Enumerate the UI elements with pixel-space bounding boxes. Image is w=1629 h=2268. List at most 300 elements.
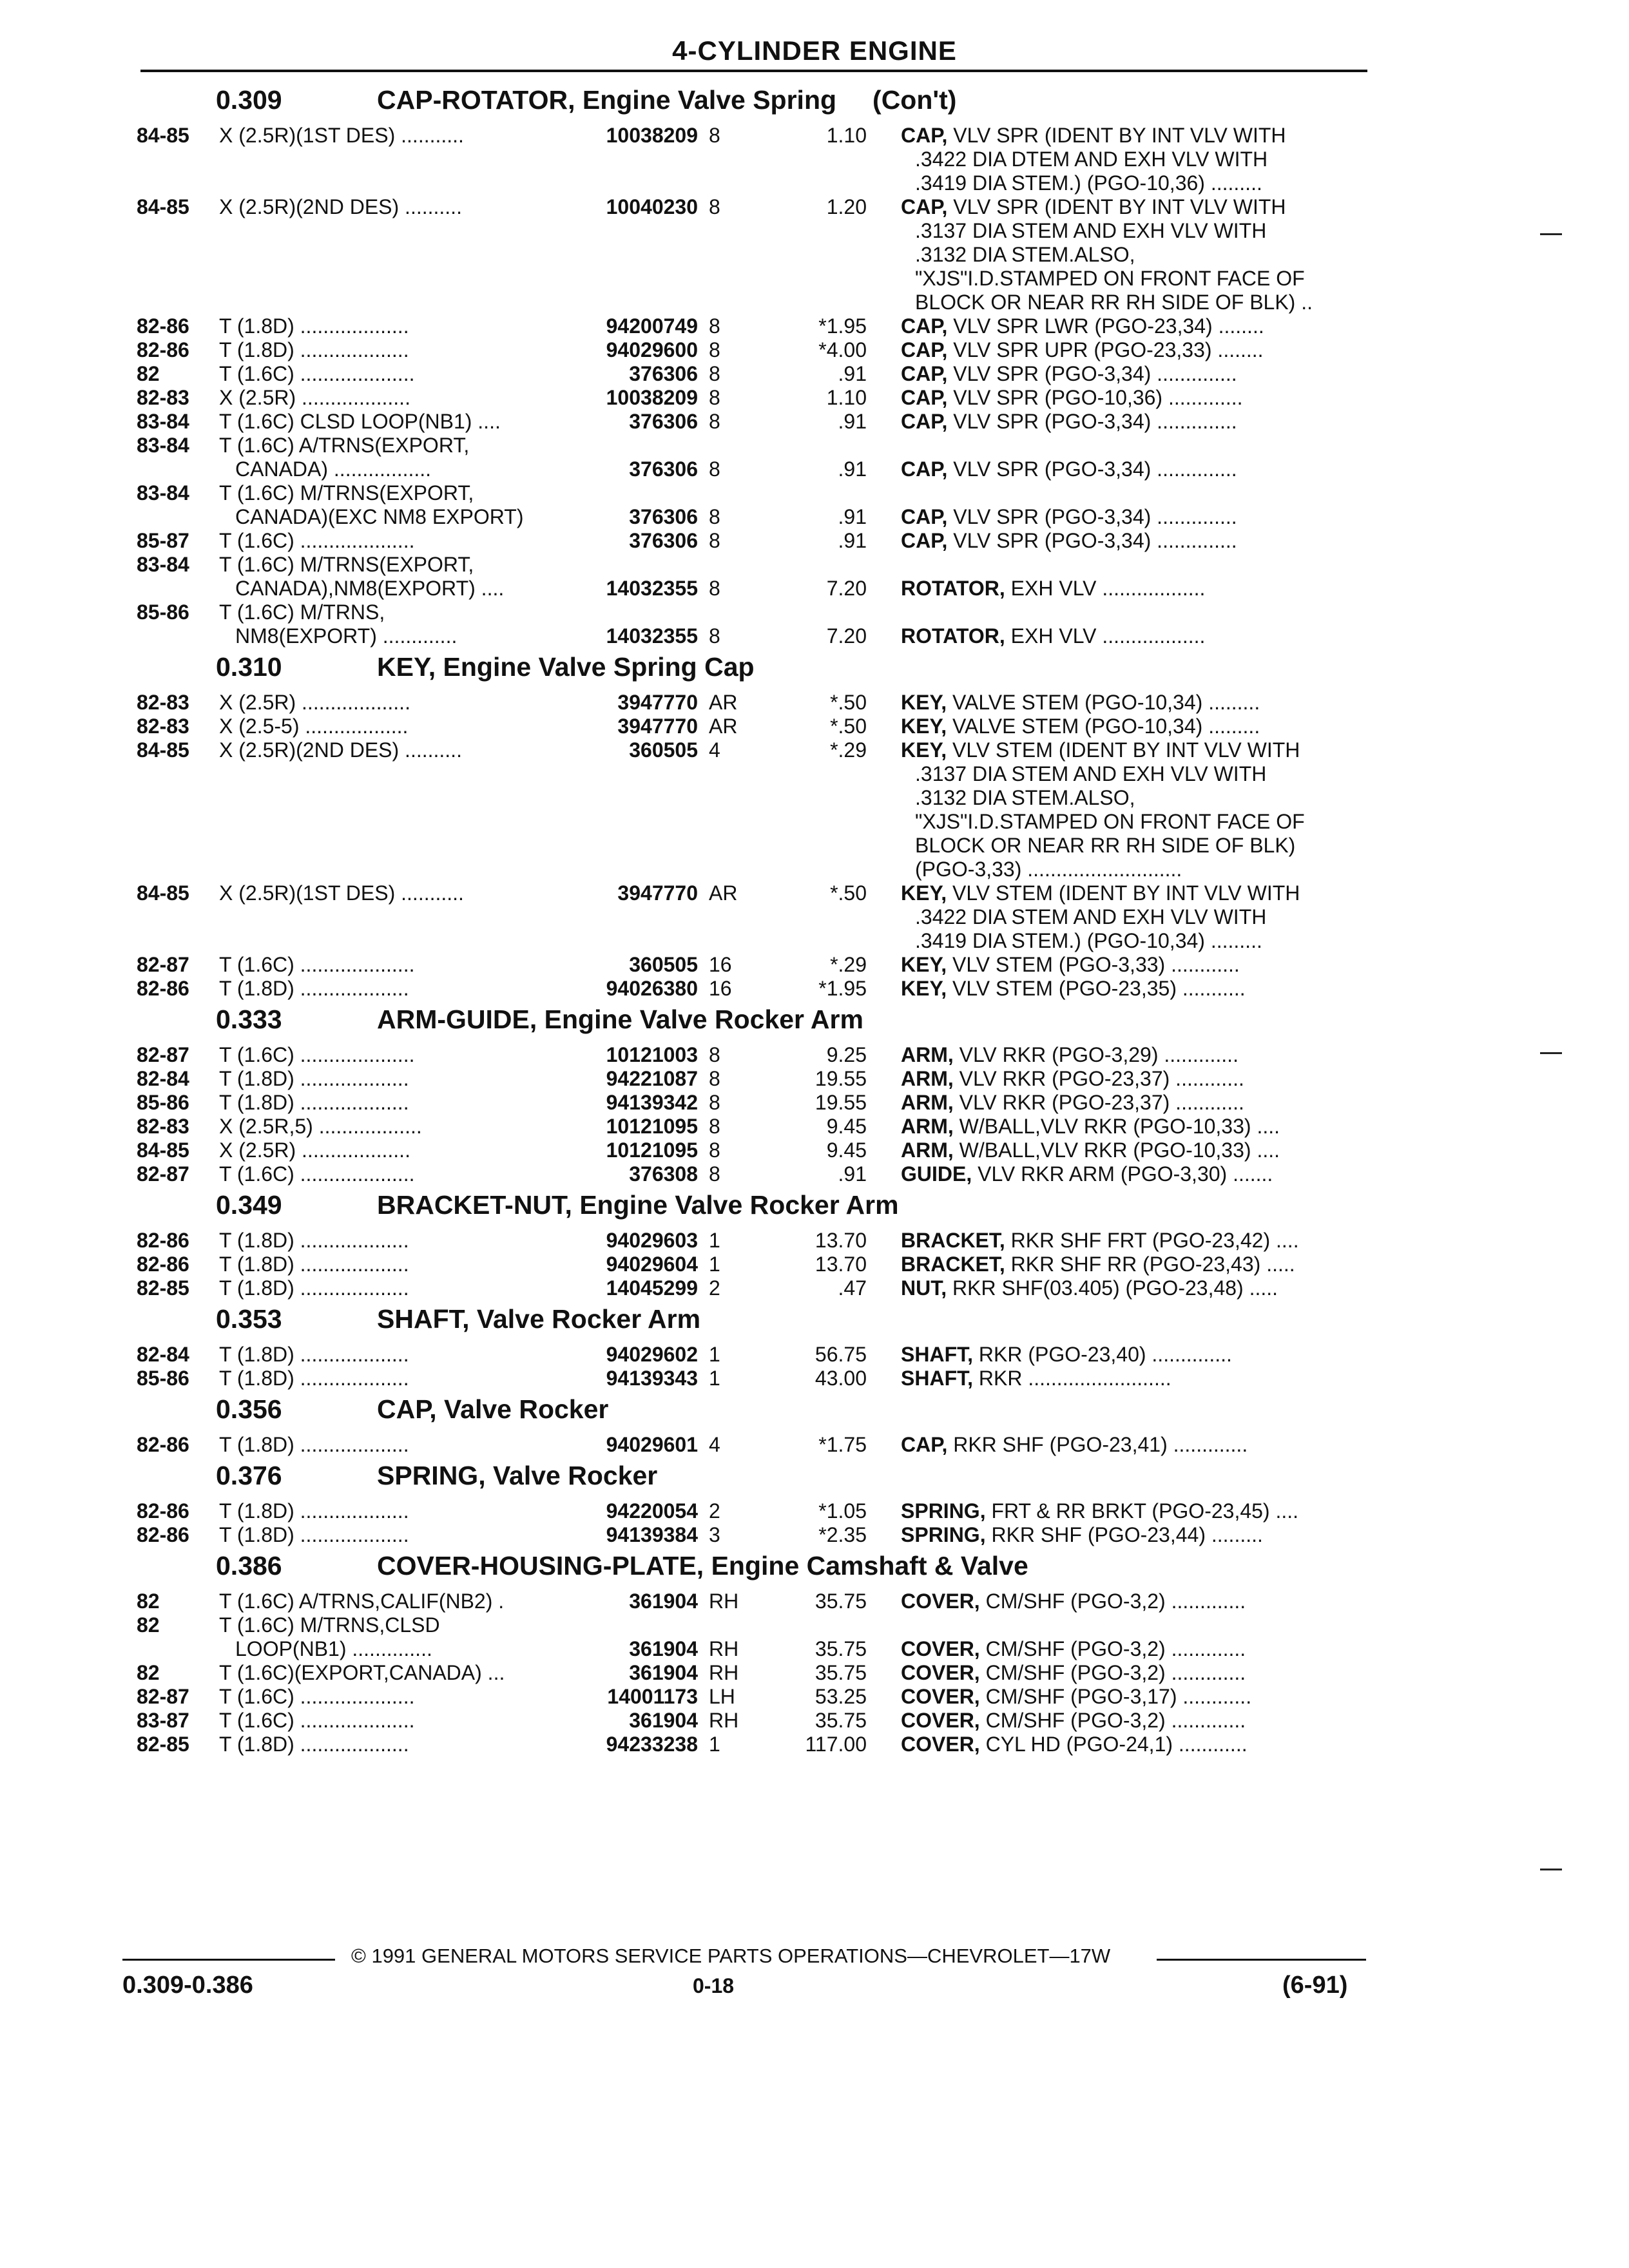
model-year: 85-87 (137, 529, 189, 552)
part-name-continued: .3422 DIA DTEM AND EXH VLV WITH (915, 148, 1268, 171)
model-year: 84-85 (137, 1139, 189, 1162)
footer-range: 0.309-0.386 (122, 1972, 253, 1999)
part-name-key: COVER, (901, 1709, 980, 1732)
part-name-detail: VLV RKR ARM (PGO-3,30) ....... (978, 1162, 1273, 1186)
part-number: 94233238 (606, 1733, 698, 1756)
part-name-key: GUIDE, (901, 1162, 972, 1186)
part-number: 94029601 (606, 1433, 698, 1456)
part-name-detail: VLV SPR (PGO-3,34) .............. (953, 529, 1237, 552)
section-number: 0.353 (216, 1304, 282, 1334)
part-name-detail: VLV SPR (PGO-3,34) .............. (953, 505, 1237, 528)
part-name (901, 314, 1264, 338)
part-name-key: ROTATOR, (901, 577, 1005, 600)
quantity: 8 (709, 1091, 720, 1114)
price: 1.10 (826, 124, 867, 147)
part-name (901, 195, 1286, 219)
model-year: 82-83 (137, 386, 189, 409)
quantity: 1 (709, 1253, 720, 1276)
section-number: 0.386 (216, 1551, 282, 1581)
footer-date: (6-91) (1282, 1972, 1348, 1999)
part-name (901, 1139, 1280, 1162)
application-desc: T (1.8D) ................... (219, 338, 409, 361)
model-year: 83-84 (137, 434, 189, 457)
price: .91 (838, 529, 867, 552)
price: *1.75 (818, 1433, 867, 1456)
application-desc: T (1.6C) .................... (219, 1043, 415, 1066)
part-name-detail: VALVE STEM (PGO-10,34) ......... (952, 715, 1260, 738)
section-title-text: COVER-HOUSING-PLATE, Engine Camshaft & Valve (377, 1551, 1028, 1581)
price: 19.55 (815, 1091, 867, 1114)
section-title (377, 1461, 657, 1491)
part-name (901, 1229, 1299, 1253)
price: 9.45 (826, 1139, 867, 1162)
part-name-continued: .3132 DIA STEM.ALSO, (915, 243, 1135, 266)
price: 35.75 (815, 1709, 867, 1732)
section-number: 0.310 (216, 652, 282, 682)
application-desc: X (2.5R,5) .................. (219, 1115, 422, 1138)
table-row (0, 338, 1629, 362)
application-desc: CANADA)(EXC NM8 EXPORT) (235, 505, 524, 528)
quantity: 8 (709, 195, 720, 218)
application-desc: X (2.5R) ................... (219, 1139, 410, 1162)
footer-copyright: © 1991 GENERAL MOTORS SERVICE PARTS OPERATIONS—CHEVROLET—17W (351, 1945, 1111, 1967)
application-desc: T (1.8D) ................... (219, 1276, 409, 1300)
part-name-detail: VLV SPR (PGO-3,34) .............. (953, 457, 1237, 481)
price: 117.00 (805, 1733, 867, 1756)
part-name-detail: VLV SPR (IDENT BY INT VLV WITH (953, 195, 1286, 218)
price: *1.95 (818, 314, 867, 338)
part-number: 376308 (629, 1162, 698, 1186)
price: 1.20 (826, 195, 867, 218)
part-name-key: ROTATOR, (901, 624, 1005, 648)
part-name-key: CAP, (901, 386, 948, 409)
part-number: 94029604 (606, 1253, 698, 1276)
part-number: 10040230 (606, 195, 698, 218)
section-title-text: CAP-ROTATOR, Engine Valve Spring (377, 85, 837, 115)
table-row (0, 1499, 1629, 1523)
model-year: 82-86 (137, 314, 189, 338)
part-name-key: ARM, (901, 1043, 954, 1066)
part-number: 14001173 (607, 1685, 698, 1708)
section-number: 0.349 (216, 1190, 282, 1220)
model-year: 82-85 (137, 1733, 189, 1756)
part-name (901, 577, 1205, 601)
part-name-detail: VLV RKR (PGO-23,37) ............ (959, 1067, 1244, 1090)
application-desc: X (2.5R)(2ND DES) .......... (219, 195, 462, 218)
price: *4.00 (818, 338, 867, 361)
price: 9.45 (826, 1115, 867, 1138)
price: .91 (838, 457, 867, 481)
part-name-key: CAP, (901, 338, 948, 361)
part-name (901, 1067, 1244, 1091)
part-name-detail: EXH VLV .................. (1010, 577, 1206, 600)
table-row (0, 1139, 1629, 1162)
part-name (901, 715, 1260, 738)
quantity: AR (709, 881, 738, 905)
quantity: AR (709, 691, 738, 714)
application-desc: T (1.8D) ................... (219, 1433, 409, 1456)
part-name-detail: RKR SHF (PGO-23,44) ......... (991, 1523, 1263, 1546)
application-desc: T (1.6C) M/TRNS(EXPORT, (219, 481, 474, 505)
quantity: 1 (709, 1343, 720, 1366)
part-name-continued: "XJS"I.D.STAMPED ON FRONT FACE OF (915, 810, 1305, 833)
model-year: 82-86 (137, 1433, 189, 1456)
table-row (0, 481, 1629, 529)
application-desc: T (1.6C) .................... (219, 1709, 415, 1732)
part-name-detail: FRT & RR BRKT (PGO-23,45) .... (991, 1499, 1299, 1523)
part-name (901, 410, 1237, 434)
part-name-detail: VLV SPR (IDENT BY INT VLV WITH (953, 124, 1286, 147)
quantity: AR (709, 715, 738, 738)
application-desc: X (2.5R) ................... (219, 386, 410, 409)
part-number: 94139384 (606, 1523, 698, 1546)
model-year: 82-86 (137, 1253, 189, 1276)
part-name-key: KEY, (901, 715, 947, 738)
price: 35.75 (815, 1590, 867, 1613)
application-desc: T (1.6C) M/TRNS, (219, 601, 385, 624)
part-name-detail: RKR SHF FRT (PGO-23,42) .... (1010, 1229, 1299, 1252)
table-row (0, 1685, 1629, 1709)
application-desc: T (1.8D) ................... (219, 1343, 409, 1366)
part-name-key: SHAFT, (901, 1367, 973, 1390)
price: *.50 (830, 691, 867, 714)
part-name-key: CAP, (901, 362, 948, 385)
price: .91 (838, 410, 867, 433)
price: 7.20 (826, 624, 867, 648)
footer-page-number: 0-18 (693, 1974, 735, 1997)
part-name-detail: VLV SPR (PGO-10,36) ............. (953, 386, 1243, 409)
quantity: 1 (709, 1367, 720, 1390)
model-year: 82-86 (137, 338, 189, 361)
price: 53.25 (815, 1685, 867, 1708)
margin-tick (1540, 233, 1562, 235)
model-year: 82 (137, 362, 160, 385)
part-name-detail: VLV RKR (PGO-3,29) ............. (959, 1043, 1239, 1066)
section-title-text: SHAFT, Valve Rocker Arm (377, 1304, 701, 1334)
section-number: 0.376 (216, 1461, 282, 1490)
price: *1.95 (818, 977, 867, 1000)
quantity: RH (709, 1661, 739, 1684)
part-name-detail: CM/SHF (PGO-3,2) ............. (985, 1590, 1246, 1613)
model-year: 82-86 (137, 977, 189, 1000)
application-desc: T (1.6C)(EXPORT,CANADA) ... (219, 1661, 505, 1684)
application-desc: T (1.8D) ................... (219, 1499, 409, 1523)
part-name-key: CAP, (901, 529, 948, 552)
section-number: 0.333 (216, 1004, 282, 1034)
table-row (0, 1433, 1629, 1457)
part-name-key: BRACKET, (901, 1253, 1005, 1276)
part-name-key: CAP, (901, 124, 948, 147)
quantity: 2 (709, 1499, 720, 1523)
part-name-detail: W/BALL,VLV RKR (PGO-10,33) .... (959, 1115, 1280, 1138)
part-name-detail: CM/SHF (PGO-3,17) ............ (985, 1685, 1252, 1708)
part-name (901, 1433, 1248, 1457)
part-name (901, 1733, 1248, 1756)
section-title-text: BRACKET-NUT, Engine Valve Rocker Arm (377, 1190, 899, 1220)
table-row (0, 715, 1629, 738)
quantity: 8 (709, 386, 720, 409)
quantity: 8 (709, 1043, 720, 1066)
application-desc: NM8(EXPORT) ............. (235, 624, 458, 648)
part-name-key: KEY, (901, 691, 947, 714)
part-name-key: COVER, (901, 1685, 980, 1708)
part-number: 376306 (629, 362, 698, 385)
model-year: 82-87 (137, 1043, 189, 1066)
part-number: 3947770 (617, 691, 698, 714)
part-name (901, 977, 1246, 1001)
margin-tick (1540, 1052, 1562, 1054)
model-year: 82-83 (137, 715, 189, 738)
price: 1.10 (826, 386, 867, 409)
part-name-continued: "XJS"I.D.STAMPED ON FRONT FACE OF (915, 267, 1305, 290)
price: *.50 (830, 881, 867, 905)
part-number: 360505 (629, 953, 698, 976)
part-name (901, 691, 1260, 715)
application-desc: T (1.8D) ................... (219, 314, 409, 338)
quantity: 4 (709, 1433, 720, 1456)
application-desc: T (1.8D) ................... (219, 1253, 409, 1276)
margin-tick (1540, 1869, 1562, 1870)
price: 13.70 (815, 1253, 867, 1276)
part-name (901, 1637, 1246, 1661)
part-name (901, 1499, 1298, 1523)
model-year: 85-86 (137, 601, 189, 624)
part-name-key: CAP, (901, 314, 948, 338)
part-name-continued: .3132 DIA STEM.ALSO, (915, 786, 1135, 809)
price: *.29 (830, 738, 867, 762)
quantity: 16 (709, 977, 732, 1000)
table-row (0, 1091, 1629, 1115)
application-desc: T (1.6C) .................... (219, 529, 415, 552)
quantity: 8 (709, 505, 720, 528)
section-number: 0.356 (216, 1394, 282, 1424)
table-row (0, 1343, 1629, 1367)
part-name (901, 124, 1286, 148)
model-year: 82-87 (137, 953, 189, 976)
application-desc: T (1.6C) CLSD LOOP(NB1) .... (219, 410, 501, 433)
quantity: 8 (709, 529, 720, 552)
table-row (0, 691, 1629, 715)
quantity: RH (709, 1637, 739, 1660)
part-name (901, 624, 1205, 648)
table-row (0, 1523, 1629, 1547)
table-row (0, 1367, 1629, 1390)
application-desc: T (1.8D) ................... (219, 1733, 409, 1756)
application-desc: X (2.5R)(1ST DES) ........... (219, 124, 464, 147)
part-number: 376306 (629, 457, 698, 481)
part-number: 376306 (629, 410, 698, 433)
part-name (901, 1523, 1263, 1547)
footer-rule-left (122, 1959, 335, 1961)
part-name-detail: VLV STEM (PGO-23,35) ........... (952, 977, 1246, 1000)
part-name-detail: CM/SHF (PGO-3,2) ............. (985, 1637, 1246, 1660)
table-row (0, 738, 1629, 881)
table-row (0, 1115, 1629, 1139)
part-name (901, 386, 1243, 410)
part-name-continued: BLOCK OR NEAR RR RH SIDE OF BLK) .. (915, 291, 1313, 314)
part-number: 3947770 (617, 715, 698, 738)
application-desc: T (1.6C) M/TRNS,CLSD (219, 1613, 440, 1637)
price: 43.00 (815, 1367, 867, 1390)
table-row (0, 881, 1629, 953)
price: *.29 (830, 953, 867, 976)
section-title (377, 1190, 899, 1220)
header-rule (140, 70, 1367, 72)
part-number: 376306 (629, 505, 698, 528)
quantity: 8 (709, 577, 720, 600)
application-desc: T (1.8D) ................... (219, 1229, 409, 1252)
model-year: 83-84 (137, 410, 189, 433)
part-name-detail: EXH VLV .................. (1010, 624, 1206, 648)
model-year: 85-86 (137, 1367, 189, 1390)
application-desc: T (1.6C) .................... (219, 362, 415, 385)
table-row (0, 434, 1629, 481)
part-name-continued: .3137 DIA STEM AND EXH VLV WITH (915, 762, 1267, 785)
table-row (0, 362, 1629, 386)
part-name-key: COVER, (901, 1590, 980, 1613)
application-desc: T (1.6C) .................... (219, 1162, 415, 1186)
part-name-detail: RKR SHF(03.405) (PGO-23,48) ..... (952, 1276, 1278, 1300)
part-name-detail: RKR SHF RR (PGO-23,43) ..... (1010, 1253, 1295, 1276)
part-name-detail: RKR ......................... (978, 1367, 1171, 1390)
part-number: 361904 (629, 1637, 698, 1660)
section-continued: (Con't) (872, 85, 957, 115)
application-desc: T (1.6C) .................... (219, 953, 415, 976)
part-name-key: ARM, (901, 1139, 954, 1162)
quantity: 2 (709, 1276, 720, 1300)
model-year: 82-87 (137, 1162, 189, 1186)
quantity: 8 (709, 1139, 720, 1162)
part-number: 94026380 (606, 977, 698, 1000)
section-title-text: KEY, Engine Valve Spring Cap (377, 652, 755, 682)
price: 7.20 (826, 577, 867, 600)
model-year: 82-86 (137, 1523, 189, 1546)
price: 19.55 (815, 1067, 867, 1090)
part-number: 361904 (629, 1709, 698, 1732)
part-name (901, 457, 1237, 481)
table-row (0, 1276, 1629, 1300)
quantity: 8 (709, 314, 720, 338)
part-name-key: KEY, (901, 953, 947, 976)
section-title (377, 1304, 700, 1334)
part-number: 361904 (629, 1590, 698, 1613)
part-name (901, 1661, 1246, 1685)
part-name-key: ARM, (901, 1115, 954, 1138)
part-number: 94139343 (606, 1367, 698, 1390)
application-desc: CANADA),NM8(EXPORT) .... (235, 577, 505, 600)
price: 35.75 (815, 1661, 867, 1684)
price: .47 (838, 1276, 867, 1300)
part-number: 10121095 (606, 1115, 698, 1138)
part-name-detail: VLV SPR (PGO-3,34) .............. (953, 362, 1237, 385)
quantity: 8 (709, 410, 720, 433)
part-name-detail: VLV STEM (PGO-3,33) ............ (952, 953, 1240, 976)
quantity: 1 (709, 1229, 720, 1252)
part-number: 10121095 (606, 1139, 698, 1162)
part-number: 14045299 (606, 1276, 698, 1300)
part-name-continued: .3419 DIA STEM.) (PGO-10,36) ......... (915, 171, 1262, 195)
table-row (0, 953, 1629, 977)
quantity: LH (709, 1685, 735, 1708)
model-year: 82-86 (137, 1229, 189, 1252)
application-desc: CANADA) ................. (235, 457, 432, 481)
part-number: 94029602 (606, 1343, 698, 1366)
application-desc: T (1.8D) ................... (219, 1367, 409, 1390)
application-desc: X (2.5-5) .................. (219, 715, 409, 738)
price: 35.75 (815, 1637, 867, 1660)
model-year: 84-85 (137, 738, 189, 762)
part-name-key: CAP, (901, 410, 948, 433)
part-name (901, 1709, 1246, 1733)
application-desc: T (1.8D) ................... (219, 977, 409, 1000)
part-name-key: ARM, (901, 1091, 954, 1114)
part-name-key: SPRING, (901, 1499, 986, 1523)
model-year: 84-85 (137, 124, 189, 147)
table-row (0, 195, 1629, 314)
price: .91 (838, 505, 867, 528)
table-row (0, 529, 1629, 553)
table-row (0, 410, 1629, 434)
part-name (901, 1253, 1295, 1276)
quantity: 8 (709, 624, 720, 648)
table-row (0, 601, 1629, 648)
application-desc: T (1.8D) ................... (219, 1091, 409, 1114)
section-number: 0.309 (216, 85, 282, 115)
table-row (0, 553, 1629, 601)
price: *2.35 (818, 1523, 867, 1546)
price: 56.75 (815, 1343, 867, 1366)
application-desc: X (2.5R)(1ST DES) ........... (219, 881, 464, 905)
part-name-key: CAP, (901, 505, 948, 528)
table-row (0, 1043, 1629, 1067)
table-row (0, 1253, 1629, 1276)
part-name-continued: (PGO-3,33) ........................... (915, 858, 1182, 881)
part-name (901, 1115, 1280, 1139)
part-name-key: BRACKET, (901, 1229, 1005, 1252)
application-desc: T (1.6C) A/TRNS,CALIF(NB2) . (219, 1590, 505, 1613)
model-year: 82-84 (137, 1343, 189, 1366)
quantity: 8 (709, 124, 720, 147)
part-name (901, 881, 1300, 905)
model-year: 85-86 (137, 1091, 189, 1114)
part-name-continued: .3422 DIA STEM AND EXH VLV WITH (915, 905, 1267, 928)
model-year: 82 (137, 1613, 160, 1637)
part-number: 10121003 (606, 1043, 698, 1066)
quantity: 4 (709, 738, 720, 762)
part-name (901, 529, 1237, 553)
part-name-key: NUT, (901, 1276, 947, 1300)
part-name-key: SHAFT, (901, 1343, 973, 1366)
application-desc: LOOP(NB1) .............. (235, 1637, 432, 1660)
part-name (901, 1043, 1239, 1067)
part-number: 94029603 (606, 1229, 698, 1252)
quantity: RH (709, 1590, 739, 1613)
part-name (901, 738, 1300, 762)
application-desc: T (1.6C) .................... (219, 1685, 415, 1708)
application-desc: T (1.6C) A/TRNS(EXPORT, (219, 434, 470, 457)
part-number: 10038209 (606, 386, 698, 409)
quantity: 8 (709, 1162, 720, 1186)
part-name-detail: VLV STEM (IDENT BY INT VLV WITH (952, 881, 1300, 905)
price: .91 (838, 1162, 867, 1186)
price: *1.05 (818, 1499, 867, 1523)
application-desc: T (1.8D) ................... (219, 1067, 409, 1090)
section-title-text: ARM-GUIDE, Engine Valve Rocker Arm (377, 1004, 863, 1034)
model-year: 82-87 (137, 1685, 189, 1708)
section-title (377, 1004, 863, 1035)
part-name-detail: VLV SPR UPR (PGO-23,33) ........ (953, 338, 1264, 361)
section-title (377, 85, 956, 115)
